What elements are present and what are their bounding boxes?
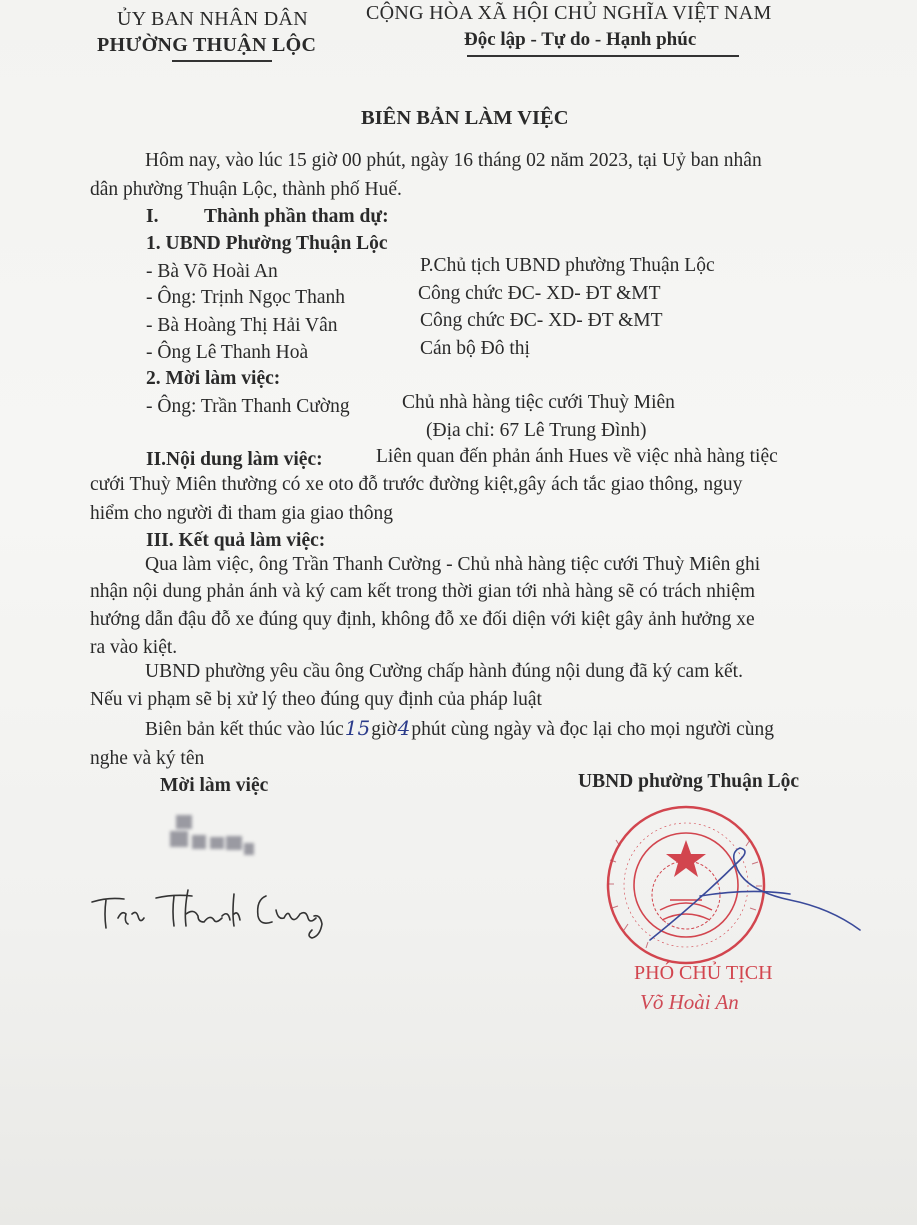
left-signature-title: Mời làm việc: [160, 775, 269, 796]
document-title: BIÊN BẢN LÀM VIỆC: [361, 107, 569, 129]
section3-p3-line-2: nghe và ký tên: [90, 748, 205, 769]
closing-text-a: Biên bản kết thúc vào lúc: [145, 719, 344, 740]
section2-title: II.Nội dung làm việc:: [146, 449, 323, 470]
nation-title: CỘNG HÒA XÃ HỘI CHỦ NGHĨA VIỆT NAM: [366, 2, 772, 24]
section3-p2-line-2: Nếu vi phạm sẽ bị xử lý theo đúng quy định của pháp luật: [90, 689, 542, 710]
closing-text-b: giờ: [371, 719, 397, 740]
section2-line-1: Liên quan đến phản ánh Hues về việc nhà hàng tiệc: [376, 446, 778, 467]
member-role: Công chức ĐC- XD- ĐT &MT: [420, 310, 663, 331]
member-role: Cán bộ Đô thị: [420, 338, 530, 359]
official-seal: [590, 800, 890, 980]
section3-p1-line-3: hướng dẫn đậu đỗ xe đúng quy định, không đỗ xe đối diện với kiệt gây ảnh hưởng xe: [90, 609, 755, 630]
blurred-mark: [170, 815, 260, 860]
intro-line-1: Hôm nay, vào lúc 15 giờ 00 phút, ngày 16 tháng 02 năm 2023, tại Uỷ ban nhân: [145, 150, 762, 171]
handwritten-hour: 15: [344, 716, 371, 740]
right-signature-title: UBND phường Thuận Lộc: [578, 771, 800, 792]
group1-title: 1. UBND Phường Thuận Lộc: [146, 233, 388, 254]
section3-p3-line-1: [145, 716, 774, 741]
section1-title: Thành phần tham dự:: [204, 206, 389, 227]
signer-position: PHÓ CHỦ TỊCH: [634, 962, 773, 984]
member-name: - Ông: Trịnh Ngọc Thanh: [146, 287, 345, 308]
motto-underline: [467, 55, 739, 57]
signer-name: Võ Hoài An: [640, 990, 739, 1014]
nation-motto: Độc lập - Tự do - Hạnh phúc: [464, 29, 697, 50]
section3-p1-line-4: ra vào kiệt.: [90, 637, 178, 658]
invitee-name: - Ông: Trần Thanh Cường: [146, 396, 350, 417]
section3-p1-line-1: Qua làm việc, ông Trần Thanh Cường - Chủ nhà hàng tiệc cưới Thuỳ Miên ghi: [145, 554, 761, 575]
member-name: - Ông Lê Thanh Hoà: [146, 342, 309, 363]
invitee-address: (Địa chỉ: 67 Lê Trung Đình): [426, 420, 647, 441]
member-role: P.Chủ tịch UBND phường Thuận Lộc: [420, 255, 715, 276]
group2-title: 2. Mời làm việc:: [146, 368, 281, 389]
handwritten-minute: 4: [397, 716, 411, 740]
member-role: Công chức ĐC- XD- ĐT &MT: [418, 283, 661, 304]
invitee-role: Chủ nhà hàng tiệc cưới Thuỳ Miên: [402, 392, 675, 413]
section3-title: III. Kết quả làm việc:: [146, 530, 326, 551]
intro-line-2: dân phường Thuận Lộc, thành phố Huế.: [90, 179, 402, 200]
agency-name-line2: PHƯỜNG THUẬN LỘC: [97, 34, 317, 56]
closing-text-c: phút cùng ngày và đọc lại cho mọi người cùng: [411, 719, 775, 740]
section2-line-2: cưới Thuỳ Miên thường có xe oto đỗ trước đường kiệt,gây ách tắc giao thông, nguy: [90, 474, 743, 495]
section1-number: I.: [146, 206, 159, 227]
agency-name-line1: ỦY BAN NHÂN DÂN: [117, 8, 308, 30]
agency-underline: [172, 60, 272, 62]
signature-tran-thanh-cuong: [88, 880, 338, 950]
section3-p2-line-1: UBND phường yêu cầu ông Cường chấp hành đúng nội dung đã ký cam kết.: [145, 661, 743, 682]
member-name: - Bà Võ Hoài An: [146, 261, 278, 282]
section2-line-3: hiểm cho người đi tham gia giao thông: [90, 503, 394, 524]
member-name: - Bà Hoàng Thị Hải Vân: [146, 315, 338, 336]
section3-p1-line-2: nhận nội dung phản ánh và ký cam kết trong thời gian tới nhà hàng sẽ có trách nhiệm: [90, 581, 756, 602]
